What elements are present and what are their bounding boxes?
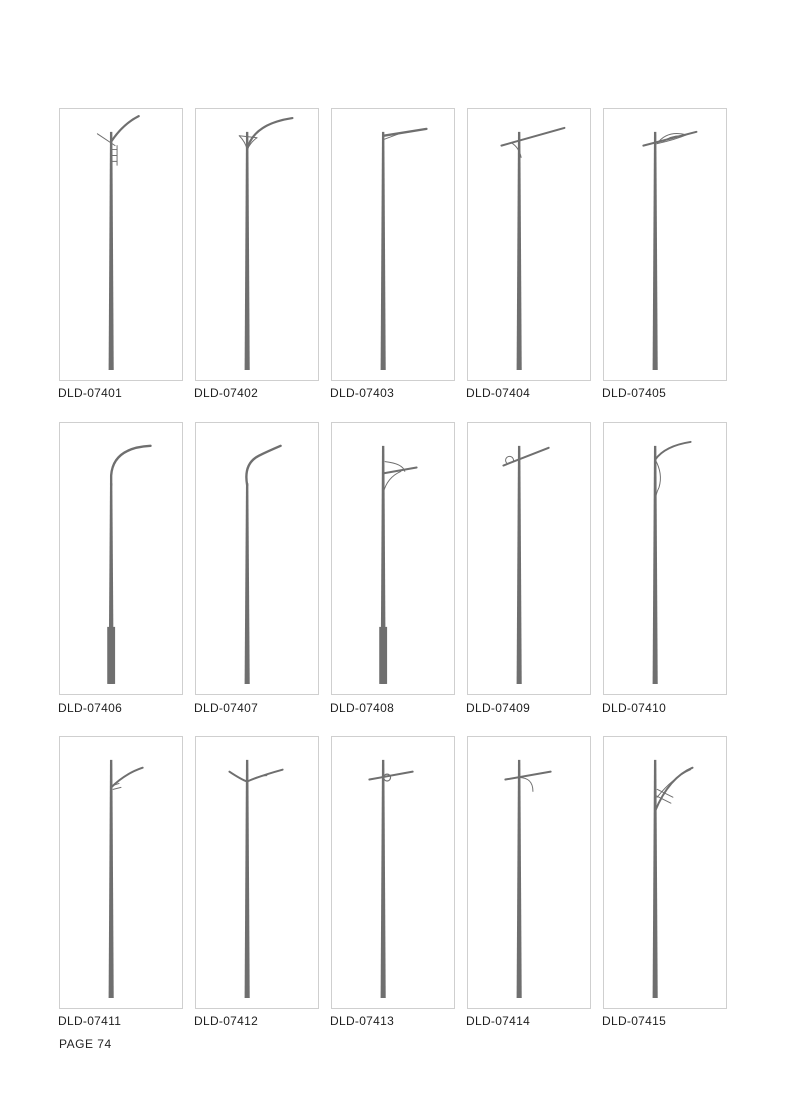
pole-arm	[655, 768, 692, 811]
product-code-label: DLD-07402	[194, 386, 259, 400]
pole-shaft	[517, 446, 522, 684]
product-code-label: DLD-07406	[58, 701, 123, 715]
pole-shaft	[653, 132, 658, 370]
arm-brace	[657, 770, 690, 798]
pole-shaft	[381, 132, 386, 370]
product-card	[331, 422, 455, 695]
pole-arm	[111, 116, 139, 142]
product-card	[331, 736, 455, 1009]
product-card	[603, 108, 727, 381]
product-card	[603, 422, 727, 695]
pole-shaft	[245, 483, 250, 684]
arm-brace	[519, 778, 533, 792]
pole-arm	[655, 442, 690, 460]
product-code-label: DLD-07413	[330, 1014, 395, 1028]
street-light-pole-drawing	[60, 737, 182, 1008]
pole-arm	[229, 770, 282, 782]
street-light-pole-drawing	[60, 109, 182, 380]
product-code-label: DLD-07408	[330, 701, 395, 715]
pole-shaft	[653, 446, 658, 684]
product-code-label: DLD-07409	[466, 701, 531, 715]
street-light-pole-drawing	[604, 737, 726, 1008]
pole-arm	[246, 446, 280, 485]
product-card	[603, 736, 727, 1009]
street-light-pole-drawing	[468, 423, 590, 694]
pole-arm	[383, 467, 416, 473]
pole-arm	[111, 446, 150, 485]
product-card	[467, 736, 591, 1009]
street-light-pole-drawing	[332, 737, 454, 1008]
product-card	[195, 736, 319, 1009]
product-code-label: DLD-07405	[602, 386, 667, 400]
pole-arm	[247, 118, 292, 149]
product-card	[59, 108, 183, 381]
product-card	[331, 108, 455, 381]
street-light-pole-drawing	[196, 737, 318, 1008]
street-light-pole-drawing	[604, 423, 726, 694]
product-code-label: DLD-07415	[602, 1014, 667, 1028]
street-light-pole-drawing	[332, 109, 454, 380]
product-card	[59, 422, 183, 695]
product-card	[195, 108, 319, 381]
pole-shaft	[517, 132, 522, 370]
product-code-label: DLD-07401	[58, 386, 123, 400]
street-light-pole-drawing	[60, 423, 182, 694]
product-code-label: DLD-07404	[466, 386, 531, 400]
product-code-label: DLD-07412	[194, 1014, 259, 1028]
product-code-label: DLD-07414	[466, 1014, 531, 1028]
pole-shaft	[109, 132, 114, 370]
page-number: PAGE 74	[59, 1037, 112, 1051]
pole-shaft	[245, 760, 250, 998]
product-card	[59, 736, 183, 1009]
pole-shaft	[245, 132, 250, 370]
pole-arm	[383, 129, 426, 136]
street-light-pole-drawing	[468, 109, 590, 380]
pole-shaft	[517, 760, 522, 998]
street-light-pole-drawing	[332, 423, 454, 694]
pole-base	[107, 627, 115, 684]
street-light-pole-drawing	[604, 109, 726, 380]
product-card	[467, 108, 591, 381]
pole-shaft	[381, 760, 386, 998]
product-code-label: DLD-07407	[194, 701, 259, 715]
product-card	[467, 422, 591, 695]
street-light-pole-drawing	[196, 423, 318, 694]
pole-shaft	[109, 760, 114, 998]
arm-brace	[655, 789, 673, 803]
arm-brace	[383, 471, 401, 493]
street-light-pole-drawing	[468, 737, 590, 1008]
pole-arm	[505, 772, 550, 780]
pole-base	[379, 627, 387, 684]
product-card	[195, 422, 319, 695]
product-code-label: DLD-07403	[330, 386, 395, 400]
product-code-label: DLD-07411	[58, 1014, 122, 1028]
product-code-label: DLD-07410	[602, 701, 667, 715]
street-light-pole-drawing	[196, 109, 318, 380]
